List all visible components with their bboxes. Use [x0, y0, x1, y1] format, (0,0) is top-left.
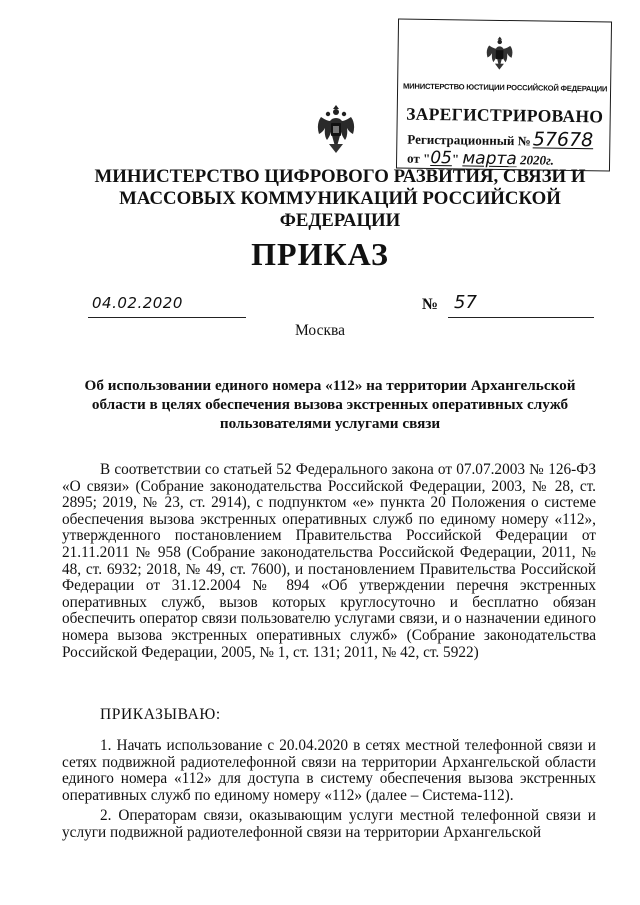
- stamp-date-month: марта: [462, 148, 517, 170]
- stamp-reg-number: 57678: [532, 128, 594, 152]
- document-subject: Об использовании единого номера «112» на территории Архангельской области в целях обеспечения вызова экстренных оперативных служб пользователями услугами связи: [84, 377, 576, 432]
- document-title: ПРИКАЗ: [251, 236, 389, 272]
- document-number-label: №: [422, 296, 439, 313]
- document-city: Москва: [295, 322, 345, 339]
- document-number-field: [448, 292, 594, 318]
- ministry-name-line-1: МИНИСТЕРСТВО ЦИФРОВОГО РАЗВИТИЯ, СВЯЗИ И: [94, 166, 586, 187]
- stamp-registered-label: ЗАРЕГИСТРИРОВАНО: [406, 103, 604, 127]
- stamp-date-day: 05: [430, 147, 453, 169]
- stamp-date-prefix: от ": [407, 150, 431, 166]
- order-word: ПРИКАЗЫВАЮ:: [100, 706, 221, 723]
- preamble-paragraph: В соответствии со статьей 52 Федерального закона от 07.07.2003 № 126-ФЗ «О связи» (Собрание законодательства Российской Федерации, 2003, № 28, ст. 2895; 2019, № 23, ст. 2914), с подпунктом «е» пункта 20 Положения о системе обеспечения вызова экстренных оперативных служб по единому номеру «112», утвержденного постановлением Правительства Российской Федерации от 21.11.2011 № 958 (Собрание законодательства Российской Федерации, 2011, № 48, ст. 6932; 2018, № 49, ст. 7600), и постановлением Правительства Российской Федерации от 31.12.2004 № 894 «Об утверждении перечня экстренных оперативных служб, вызов которых круглосуточно и бесплатно обязан обеспечить оператор связи пользователю услугами связи, и о назначении единого номера вызова экстренных оперативных служб» (Собрание законодательства Российской Федерации, 2005, № 1, ст. 131; 2011, № 42, ст. 5922): [62, 461, 596, 661]
- ministry-name-line-2: МАССОВЫХ КОММУНИКАЦИЙ РОССИЙСКОЙ ФЕДЕРАЦИИ: [119, 188, 561, 231]
- document-date: 04.02.2020: [92, 294, 183, 312]
- document-date-field: [88, 296, 246, 318]
- order-item-1: 1. Начать использование с 20.04.2020 в сетях местной телефонной связи и сетях подвижной радиотелефонной связи на территории Архангельской области единого номера «112» для доступа в систему обеспечения вызова экстренных оперативных служб по единому номеру «112» (далее – Система-112).: [62, 737, 596, 804]
- document-number: 57: [454, 292, 477, 313]
- registration-stamp: [396, 19, 612, 172]
- ministry-name: [60, 166, 620, 232]
- stamp-ministry-name: МИНИСТЕРСТВО ЮСТИЦИИ РОССИЙСКОЙ ФЕДЕРАЦИИ: [403, 81, 608, 94]
- stamp-reg-label: Регистрационный №: [407, 131, 531, 149]
- coat-of-arms-icon: [316, 104, 356, 154]
- stamp-date-sep: ": [451, 151, 460, 167]
- coat-of-arms-icon: [484, 35, 515, 73]
- order-item-2: 2. Операторам связи, оказывающим услуги местной телефонной связи и услуги подвижной радиотелефонной связи на территории Архангельской: [62, 807, 596, 841]
- stamp-date-year: 2020г.: [519, 152, 554, 168]
